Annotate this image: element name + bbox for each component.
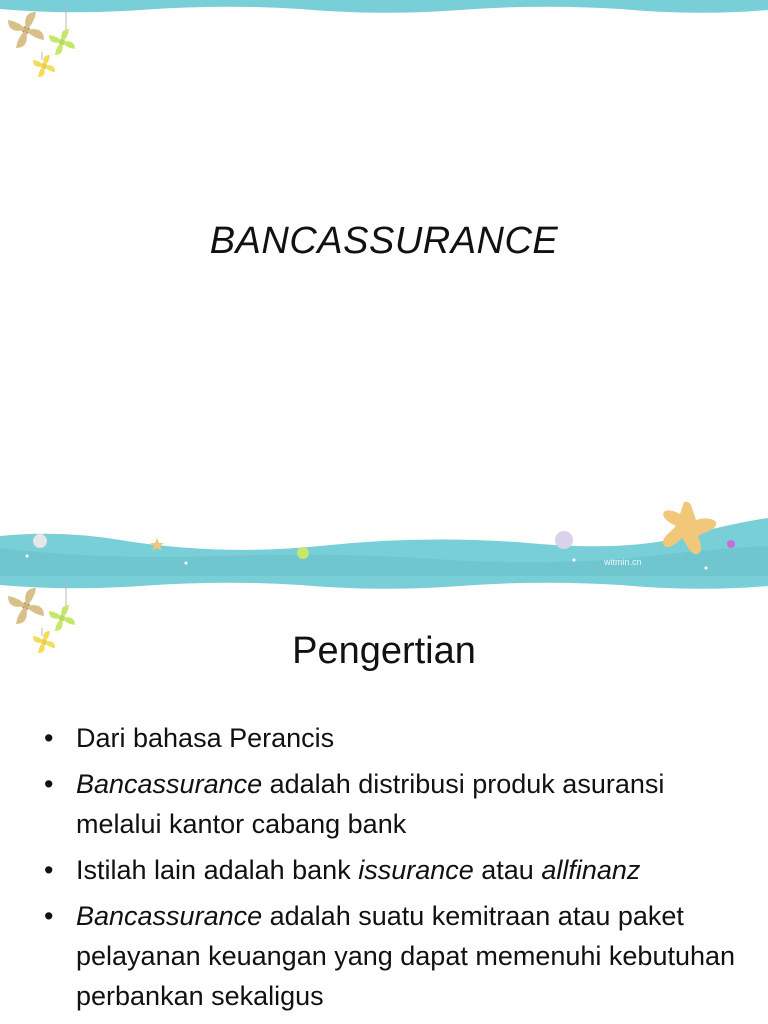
bubble-decoration	[297, 547, 309, 559]
bullet-text: atau	[473, 855, 542, 885]
pinwheel-decoration	[8, 588, 44, 624]
bullet-item	[44, 850, 744, 890]
bullet-italic-term: Bancassurance	[76, 769, 263, 799]
bullet-item	[44, 764, 744, 844]
pinwheel-decoration	[8, 12, 44, 48]
bubble-decoration	[555, 531, 573, 549]
pinwheel-decoration	[49, 29, 75, 55]
bullet-text: adalah distribusi produk asuransi melalui kantor cabang bank	[76, 769, 665, 839]
bullet-list	[44, 718, 744, 1022]
content-slide	[0, 576, 768, 1024]
pinwheel-decoration	[49, 605, 75, 631]
bullet-item	[44, 896, 744, 1016]
bullet-italic-term: allfinanz	[541, 855, 641, 885]
bullet-italic-term: issurance	[358, 855, 474, 885]
bullet-italic-term: Bancassurance	[76, 901, 263, 931]
slide-title: BANCASSURANCE	[209, 220, 559, 262]
bubble-decoration	[727, 540, 735, 548]
bullet-text: Dari bahasa Perancis	[76, 723, 335, 753]
top-wave	[0, 576, 768, 589]
slide-title: Pengertian	[292, 630, 476, 672]
bullet-item	[44, 718, 744, 758]
watermark: witmin.cn	[604, 557, 642, 567]
top-wave	[0, 0, 768, 13]
bullet-text: adalah suatu kemitraan atau paket pelayanan keuangan yang dapat memenuhi kebutuhan perbankan sekaligus	[76, 901, 736, 1011]
bubble-decoration	[33, 534, 47, 548]
bullet-text: Istilah lain adalah bank	[76, 855, 359, 885]
pinwheel-decoration	[33, 55, 55, 77]
